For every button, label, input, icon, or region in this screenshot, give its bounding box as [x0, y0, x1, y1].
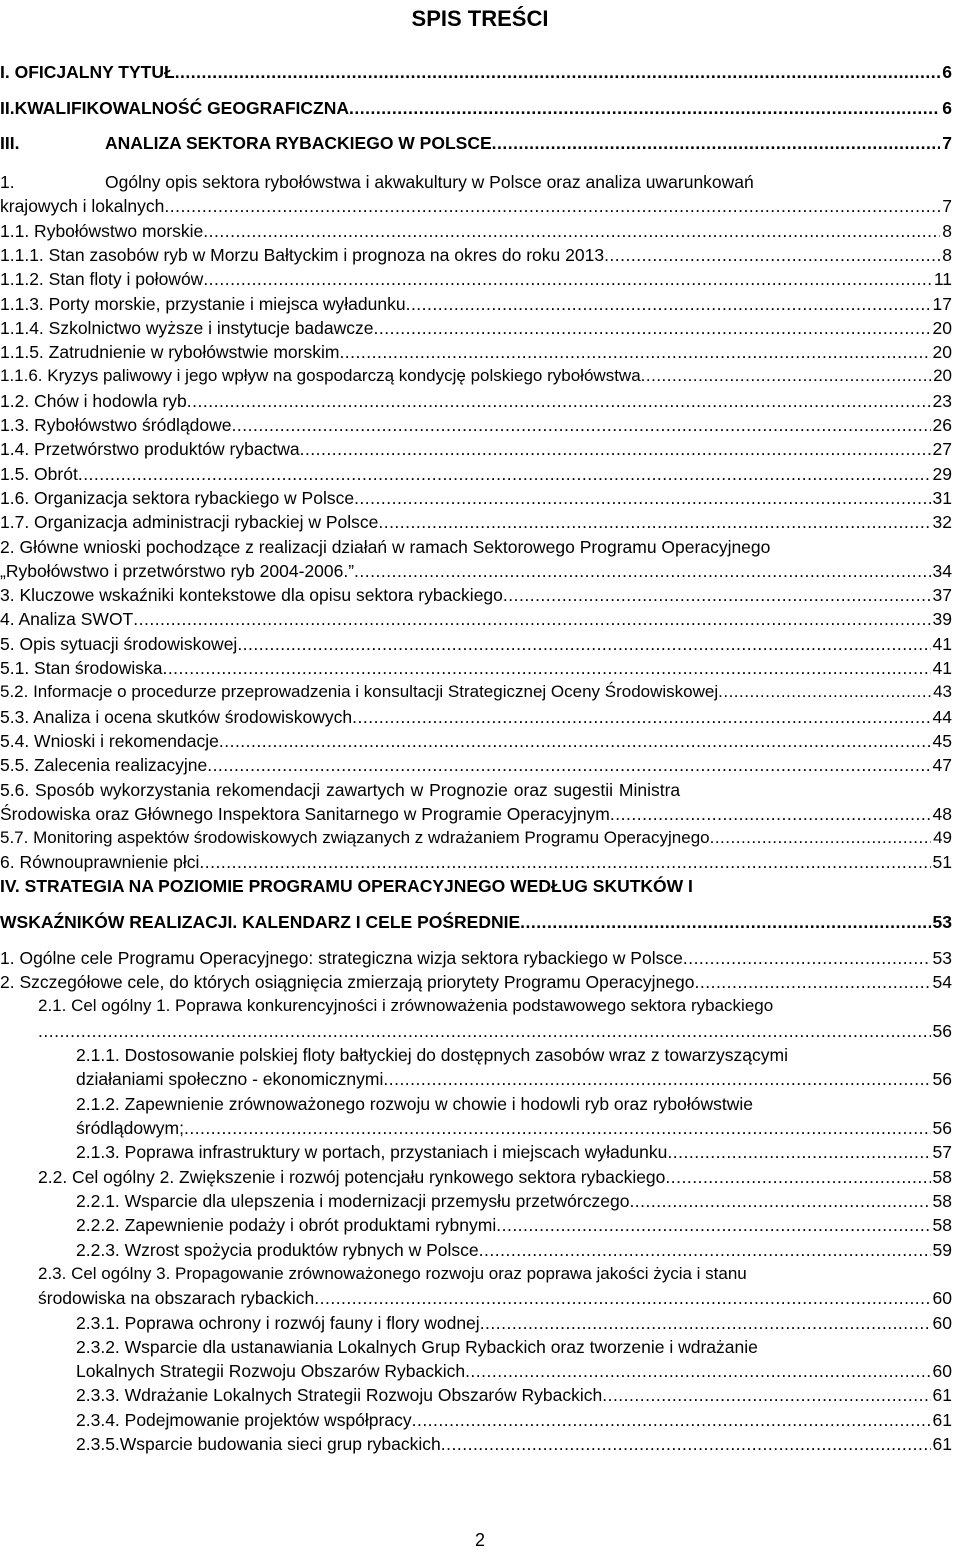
- toc-entry-line: IV. STRATEGIA NA POZIOMIE PROGRAMU OPERACYJNEGO WEDŁUG SKUTKÓW I: [0, 876, 693, 896]
- toc-entry[interactable]: 5.4. Wnioski i rekomendacje ..... 45: [0, 731, 952, 752]
- toc-entry[interactable]: I. OFICJALNY TYTUŁ ..... 6: [0, 62, 952, 83]
- toc-entry-line: 2. Główne wnioski pochodzące z realizacji działań w ramach Sektorowego Programu Operacyjnego: [0, 537, 771, 557]
- toc-entry[interactable]: 1. Ogólne cele Programu Operacyjnego: strategiczna wizja sektora rybackiego w Polsce ..... 53: [0, 948, 952, 969]
- toc-entry[interactable]: śródlądowym; ..... 56: [76, 1118, 952, 1139]
- toc-entry-line: 2.1.1. Dostosowanie polskiej floty bałtyckiej do dostępnych zasobów wraz z towarzyszącymi: [76, 1045, 788, 1065]
- toc-entry[interactable]: 1.1. Rybołówstwo morskie ..... 8: [0, 221, 952, 242]
- toc-entry[interactable]: środowiska na obszarach rybackich ..... 60: [38, 1288, 952, 1309]
- toc-entry[interactable]: 2. Szczegółowe cele, do których osiągnięcia zmierzają priorytety Programu Operacyjnego ..... 54: [0, 972, 952, 993]
- toc-entry-line: 2.1.2. Zapewnienie zrównoważonego rozwoju w chowie i hodowli ryb oraz rybołówstwie: [76, 1094, 754, 1114]
- page-number: 2: [474, 1530, 485, 1550]
- toc-entry[interactable]: 4. Analiza SWOT ..... 39: [0, 609, 952, 630]
- toc-entry[interactable]: działaniami społeczno - ekonomicznymi ..... 56: [76, 1069, 952, 1090]
- toc-entry[interactable]: 5.5. Zalecenia realizacyjne ..... 47: [0, 755, 952, 776]
- toc-entry[interactable]: krajowych i lokalnych ..... 7: [0, 196, 952, 217]
- toc-entry[interactable]: ..... 56: [38, 1021, 952, 1042]
- toc-entry[interactable]: „Rybołówstwo i przetwórstwo ryb 2004-2006.” ..... 34: [0, 561, 952, 582]
- toc-entry[interactable]: 1.1.1. Stan zasobów ryb w Morzu Bałtyckim i prognoza na okres do roku 2013 ..... 8: [0, 245, 952, 266]
- toc-entry-line: 5.6. Sposób wykorzystania rekomendacji zawartych w Prognozie oraz sugestii Ministra: [0, 780, 681, 800]
- toc-entry[interactable]: 2.2.1. Wsparcie dla ulepszenia i modernizacji przemysłu przetwórczego ..... 58: [76, 1191, 952, 1212]
- toc-entry[interactable]: 5.1. Stan środowiska ..... 41: [0, 658, 952, 679]
- toc-entry[interactable]: 1.1.3. Porty morskie, przystanie i miejsca wyładunku ..... 17: [0, 294, 952, 315]
- toc-entry[interactable]: Lokalnych Strategii Rozwoju Obszarów Rybackich ..... 60: [76, 1361, 952, 1382]
- toc-entry[interactable]: 1.7. Organizacja administracji rybackiej w Polsce ..... 32: [0, 512, 952, 533]
- toc-entry[interactable]: 3. Kluczowe wskaźniki kontekstowe dla opisu sektora rybackiego ..... 37: [0, 585, 952, 606]
- toc-entry[interactable]: II.KWALIFIKOWALNOŚĆ GEOGRAFICZNA ..... 6: [0, 98, 952, 119]
- toc-entry[interactable]: III. ANALIZA SEKTORA RYBACKIEGO W POLSCE ..... 7: [0, 133, 952, 154]
- toc-entry-line: 1. Ogólny opis sektora rybołówstwa i akwakultury w Polsce oraz analiza uwarunkowań: [0, 172, 754, 192]
- toc-entry[interactable]: 2.3.1. Poprawa ochrony i rozwój fauny i flory wodnej ..... 60: [76, 1313, 952, 1334]
- toc-entry[interactable]: 6. Równouprawnienie płci ..... 51: [0, 852, 952, 873]
- toc-entry[interactable]: 5.2. Informacje o procedurze przeprowadzenia i konsultacji Strategicznej Oceny Środowiskowej ..... 43: [0, 682, 952, 702]
- toc-entry[interactable]: 2.2.2. Zapewnienie podaży i obrót produktami rybnymi ..... 58: [76, 1215, 952, 1236]
- toc-entry[interactable]: 2.3.5.Wsparcie budowania sieci grup rybackich ..... 61: [76, 1434, 952, 1455]
- toc-entry[interactable]: 5. Opis sytuacji środowiskowej ..... 41: [0, 634, 952, 655]
- toc-entry[interactable]: Środowiska oraz Głównego Inspektora Sanitarnego w Programie Operacyjnym ..... 48: [0, 804, 952, 825]
- toc-entry-line: 2.1. Cel ogólny 1. Poprawa konkurencyjności i zrównoważenia podstawowego sektora rybackiego: [38, 996, 774, 1015]
- toc-entry[interactable]: 1.6. Organizacja sektora rybackiego w Polsce ..... 31: [0, 488, 952, 509]
- toc-title: SPIS TREŚCI: [411, 6, 549, 31]
- toc-entry[interactable]: 2.3.3. Wdrażanie Lokalnych Strategii Rozwoju Obszarów Rybackich ..... 61: [76, 1385, 952, 1406]
- toc-entry[interactable]: 1.1.6. Kryzys paliwowy i jego wpływ na gospodarczą kondycję polskiego rybołówstwa ..... 20: [0, 366, 952, 386]
- toc-entry[interactable]: 2.1.3. Poprawa infrastruktury w portach, przystaniach i miejscach wyładunku ..... 57: [76, 1142, 952, 1163]
- toc-entry[interactable]: WSKAŹNIKÓW REALIZACJI. KALENDARZ I CELE POŚREDNIE ..... 53: [0, 912, 952, 933]
- toc-entry[interactable]: 1.1.2. Stan floty i połowów ..... 11: [0, 269, 952, 290]
- toc-entry[interactable]: 1.3. Rybołówstwo śródlądowe ..... 26: [0, 415, 952, 436]
- toc-entry[interactable]: 2.3.4. Podejmowanie projektów współpracy ..... 61: [76, 1410, 952, 1431]
- toc-entry[interactable]: 5.3. Analiza i ocena skutków środowiskowych ..... 44: [0, 707, 952, 728]
- toc-entry[interactable]: 1.1.5. Zatrudnienie w rybołówstwie morskim ..... 20: [0, 342, 952, 363]
- toc-entry[interactable]: 1.1.4. Szkolnictwo wyższe i instytucje badawcze ..... 20: [0, 318, 952, 339]
- toc-entry[interactable]: 1.4. Przetwórstwo produktów rybactwa ..... 27: [0, 439, 952, 460]
- toc-entry-line: 2.3.2. Wsparcie dla ustanawiania Lokalnych Grup Rybackich oraz tworzenie i wdrażanie: [76, 1337, 758, 1357]
- toc-entry[interactable]: 1.2. Chów i hodowla ryb ..... 23: [0, 391, 952, 412]
- toc-entry[interactable]: 2.2.3. Wzrost spożycia produktów rybnych w Polsce ..... 59: [76, 1240, 952, 1261]
- toc-entry[interactable]: 1.5. Obrót ..... 29: [0, 464, 952, 485]
- toc-entry[interactable]: 5.7. Monitoring aspektów środowiskowych związanych z wdrażaniem Programu Operacyjnego ..... 49: [0, 828, 952, 848]
- toc-entry[interactable]: 2.2. Cel ogólny 2. Zwiększenie i rozwój potencjału rynkowego sektora rybackiego ..... 58: [38, 1167, 952, 1188]
- toc-entry-line: 2.3. Cel ogólny 3. Propagowanie zrównoważonego rozwoju oraz poprawa jakości życia i stanu: [38, 1264, 747, 1283]
